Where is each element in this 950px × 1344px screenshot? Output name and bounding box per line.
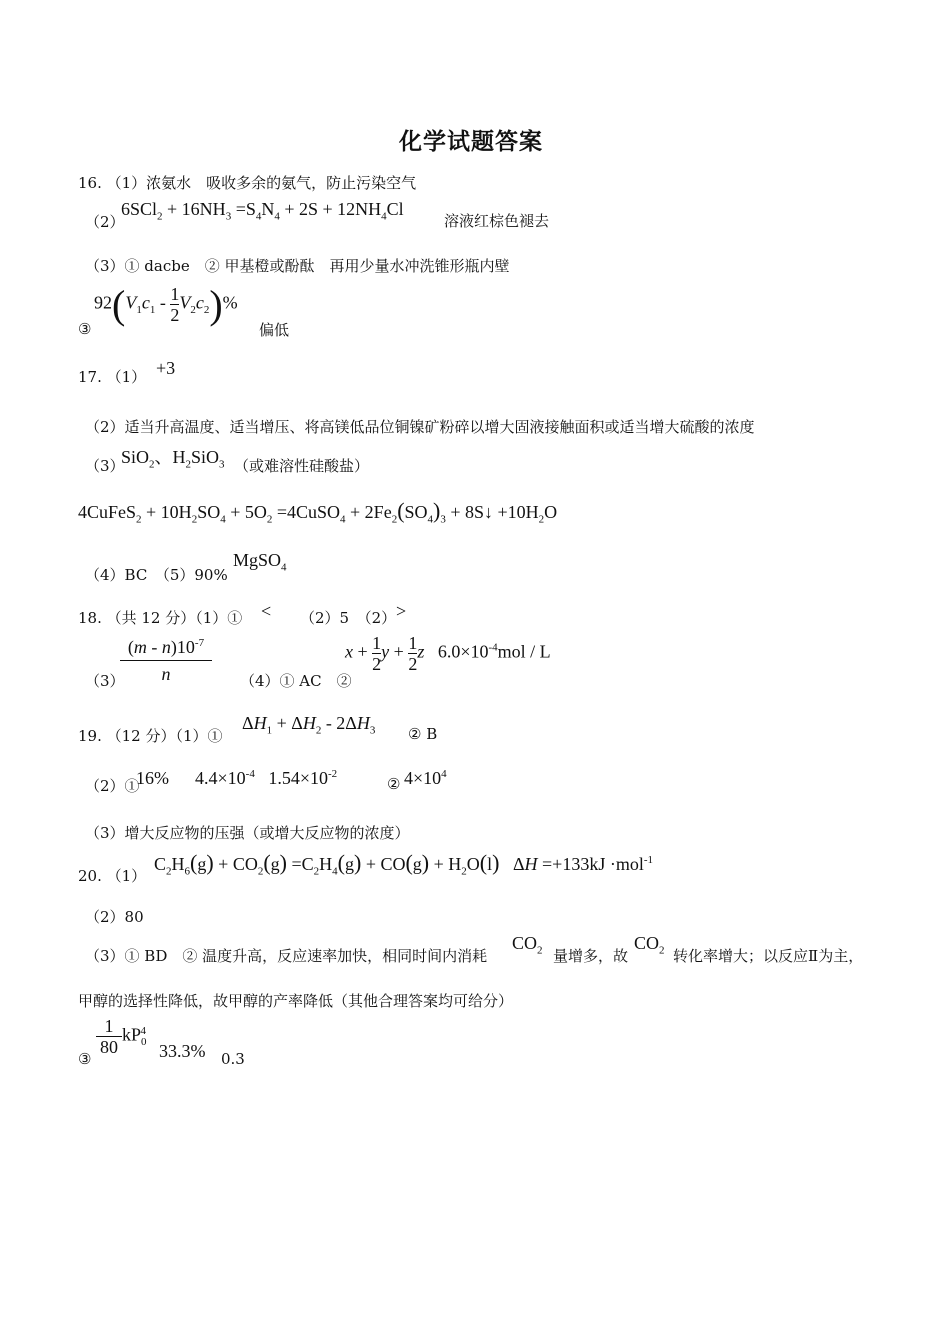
q20-answer-3-continued: 甲醇的选择性降低，故甲醇的产率降低（其他合理答案均可给分） bbox=[78, 992, 514, 1010]
q18-expression: x + $\frac{1}{2}$ y + $\frac{1}{2}$ z $6.0\times 10^{-4}mol / L$ bbox=[345, 633, 551, 674]
q20-answer-3-marker: ③ bbox=[78, 1050, 92, 1068]
q20-percent: 33.3% bbox=[159, 1041, 206, 1061]
q16-equation: $6SCl_2 + 16NH_3 =S_4N_4 + 2S + 12NH_4Cl$ bbox=[121, 199, 404, 223]
q19-enthalpy-expression: $\Delta H_1 + \Delta H_2 - 2\Delta H_3$ bbox=[242, 713, 376, 737]
q18-answer-1-label: 18. （共 12 分）（1）① bbox=[78, 609, 243, 627]
q18-fraction: $\frac{(m - n)10^{-7}}{n}$ bbox=[120, 634, 212, 687]
q16-answer-4-marker: ③ bbox=[78, 320, 92, 338]
q17-answer-2: （2）适当升高温度、适当增压、将高镁低品位铜镍矿粉碎以增大固液接触面积或适当增大硫酸的浓度 bbox=[85, 418, 755, 436]
q18-answer-4-label: （4）① AC ② bbox=[240, 672, 352, 690]
q17-answer-3-note: （或难溶性硅酸盐） bbox=[234, 457, 370, 475]
q19-answer-2-marker: ② bbox=[387, 775, 401, 793]
q20-answer-3-part-a: （3）① BD ② 温度升高，反应速率加快，相同时间内消耗 bbox=[85, 947, 488, 965]
q19-percent: 16% bbox=[136, 768, 169, 788]
q19-answer-2-label: （2）① bbox=[85, 777, 140, 795]
q20-answer-2: （2）80 bbox=[85, 908, 144, 926]
q18-less-than: < bbox=[261, 601, 272, 621]
q20-answer-3-part-c: 转化率增大；以反应Ⅱ为主， bbox=[673, 947, 864, 965]
q19-answer-1-label: 19. （12 分）（1）① bbox=[78, 727, 223, 745]
q20-kp-expression: $\frac{1}{80}$ $kP_0^4$ bbox=[96, 1016, 152, 1057]
page-title: 化学试题答案 bbox=[399, 128, 543, 155]
q16-answer-3: （3）① dacbe ② 甲基橙或酚酞 再用少量水冲洗锥形瓶内壁 bbox=[85, 257, 510, 275]
q16-answer-4-note: 偏低 bbox=[259, 321, 290, 339]
q20-answer-1-label: 20. （1） bbox=[78, 867, 147, 885]
q17-answer-1-label: 17. （1） bbox=[78, 368, 147, 386]
q19-answer-1-suffix: ② B bbox=[408, 725, 438, 743]
q18-greater-than: > bbox=[396, 601, 407, 621]
q20-co2-1: $CO_2$ bbox=[512, 933, 543, 957]
q17-answer-3-label: （3） bbox=[85, 457, 125, 475]
q20-co2-2: $CO_2$ bbox=[634, 933, 665, 957]
q16-formula: $92(V_1c_1$ - $\frac{1}{2}$ $V_2c_2)\%$ bbox=[94, 282, 238, 327]
q17-compounds: SiO$_2$、$H_2SiO_3$ bbox=[121, 447, 225, 471]
q19-answer-3: （3）增大反应物的压强（或增大反应物的浓度） bbox=[85, 824, 410, 842]
q18-answer-1-mid: （2）5 （2） bbox=[300, 609, 397, 627]
q20-value: 0.3 bbox=[221, 1050, 245, 1068]
q17-product: MgSO$_4$ bbox=[233, 550, 287, 574]
q18-answer-3-label: （3） bbox=[85, 672, 125, 690]
q17-oxidation-state: +3 bbox=[156, 358, 176, 378]
q20-thermochemical-equation: $C_2H_6(g) + CO_2(g) =C_2H_4(g) + CO(g) + H_2O(l)$ ΔH =+133kJ ·mol$^{-1}$ bbox=[154, 850, 654, 878]
q19-constant: $4\times 10^4$ bbox=[404, 768, 447, 788]
q16-answer-2-note: 溶液红棕色褪去 bbox=[444, 212, 550, 230]
q16-answer-2-label: （2） bbox=[85, 213, 125, 231]
q17-equation: 4CuFeS$_2$ + $10H_2SO_4 + 5O_2$ =4CuSO$_4$ + $2Fe_2(SO_4)_3$ + 8S↓ $+10H_2O$ bbox=[78, 498, 558, 526]
q19-values: $4.4\times 10^{-4}$ $1.54\times 10^{-2}$ bbox=[195, 768, 338, 788]
q17-answer-4-5: （4）BC （5）90% bbox=[85, 566, 228, 584]
q20-answer-3-part-b: 量增多，故 bbox=[553, 947, 629, 965]
q16-answer-1: 16. （1）浓氨水 吸收多余的氨气，防止污染空气 bbox=[78, 174, 417, 192]
